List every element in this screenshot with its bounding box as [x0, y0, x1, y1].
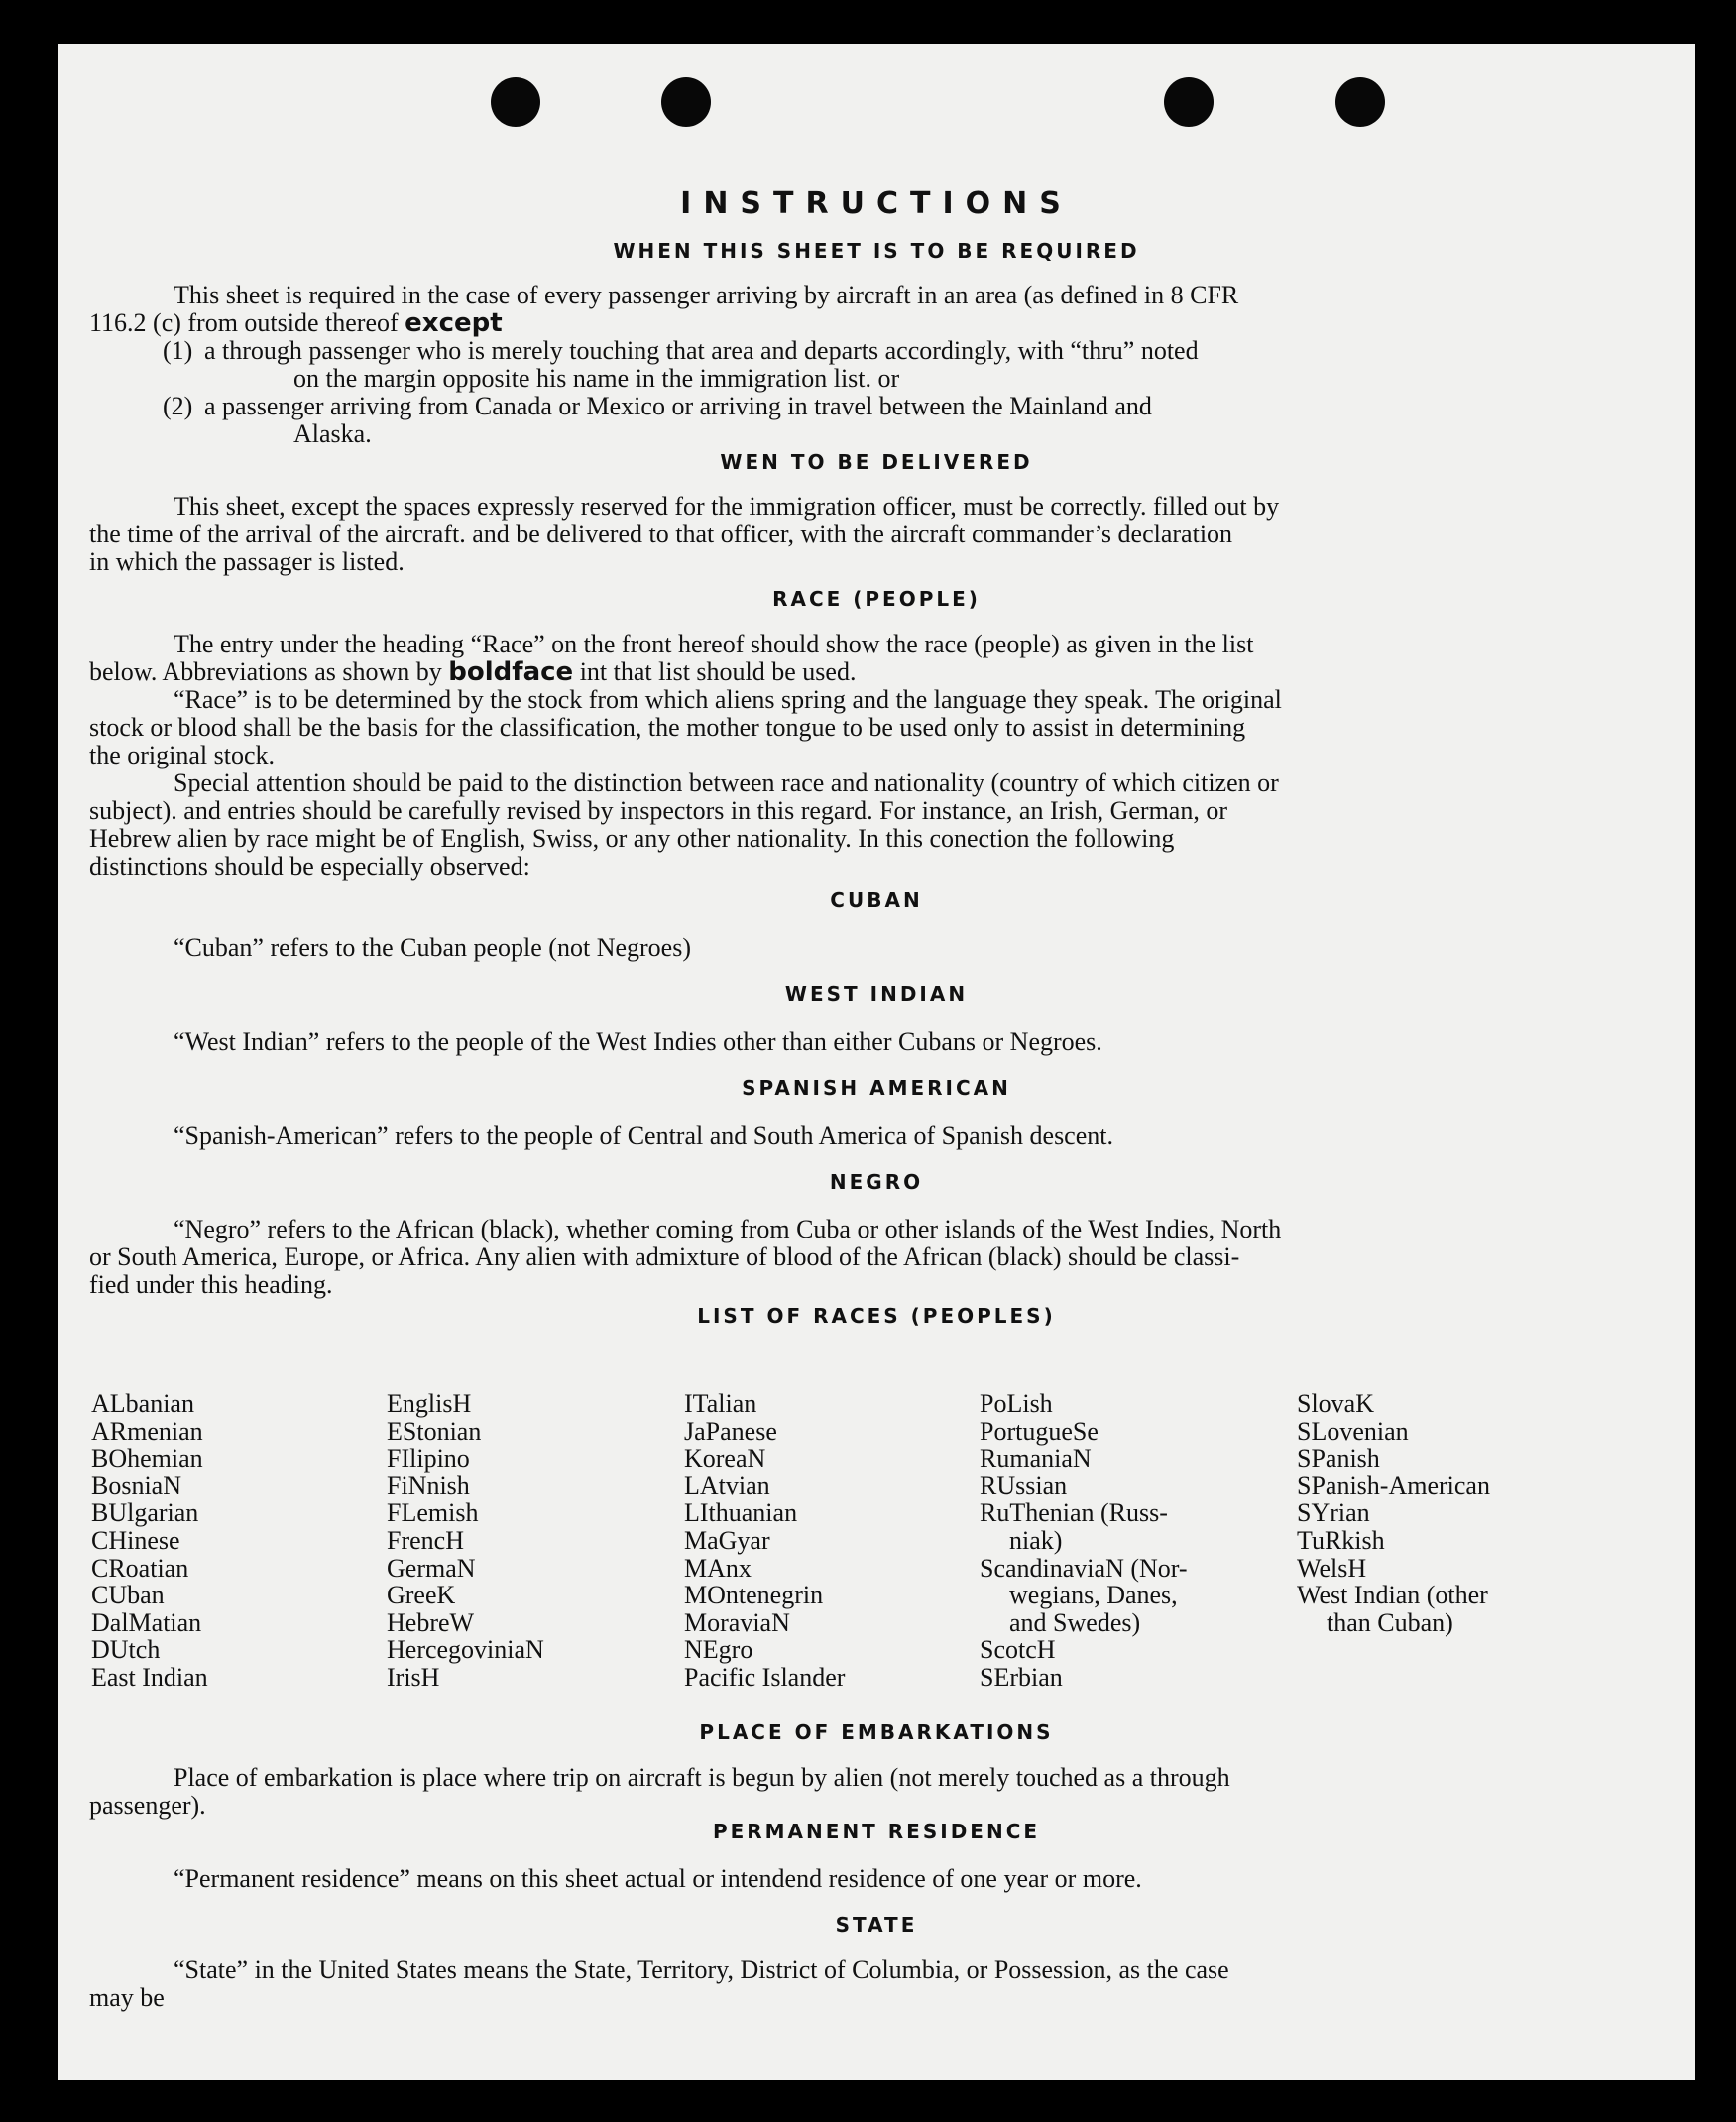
race-entry: SLovenian: [1297, 1416, 1409, 1446]
text-span: int that list should be used.: [573, 657, 857, 686]
section-heading-negro: NEGRO: [829, 1170, 924, 1194]
races-column-5: [1297, 1390, 1490, 1636]
section-heading-embarkation: PLACE OF EMBARKATIONS: [699, 1720, 1054, 1744]
races-column-3: [684, 1390, 845, 1692]
race-entry: EStonian: [387, 1416, 482, 1446]
text-line: stock or blood shall be the basis for the classification, the mother tongue to be used only to assist in determining: [89, 713, 1246, 742]
section-heading-spanish-american: SPANISH AMERICAN: [742, 1076, 1011, 1100]
race-entry: FrencH: [387, 1525, 464, 1555]
race-entry: MOntenegrin: [684, 1581, 824, 1610]
text-line: “Race” is to be determined by the stock from which aliens spring and the language they speak. The original: [174, 685, 1282, 714]
bold-keyword: except: [405, 308, 503, 338]
race-entry: ScotcH: [980, 1635, 1056, 1665]
residence-text: “Permanent residence” means on this sheet actual or intendend residence of one year or more.: [174, 1864, 1142, 1893]
race-entry: West Indian (other: [1297, 1581, 1488, 1610]
race-entry: ITalian: [684, 1389, 757, 1418]
race-paragraph-1: [89, 631, 1611, 686]
race-entry: TuRkish: [1297, 1525, 1385, 1555]
section-heading-state: STATE: [835, 1913, 918, 1937]
race-entry: NEgro: [684, 1635, 753, 1665]
text-line: subject). and entries should be carefully revised by inspectors in this regard. For instance, an Irish, German, or: [89, 796, 1227, 825]
race-entry: East Indian: [91, 1662, 208, 1692]
section-heading-residence: PERMANENT RESIDENCE: [712, 1820, 1041, 1843]
race-entry: FLemish: [387, 1498, 479, 1528]
punch-hole: [491, 77, 540, 127]
text-line: “State” in the United States means the State, Territory, District of Columbia, or Possession, as the case: [174, 1955, 1229, 1984]
section-heading-required: WHEN THIS SHEET IS TO BE REQUIRED: [613, 239, 1140, 263]
text-line: Hebrew alien by race might be of English, Swiss, or any other nationality. In this conection the following: [89, 824, 1175, 853]
state-paragraph: [89, 1956, 1611, 2012]
spanish-american-text: “Spanish-American” refers to the people of Central and South America of Spanish descent.: [174, 1121, 1113, 1150]
text-line: The entry under the heading “Race” on the front hereof should show the race (people) as given in the list: [174, 630, 1254, 658]
text-span: below. Abbreviations as shown by: [89, 657, 449, 686]
race-entry-continuation: than Cuban): [1327, 1607, 1453, 1637]
bold-keyword: boldface: [448, 657, 574, 687]
required-item-2: [163, 392, 1611, 420]
race-entry: SErbian: [980, 1662, 1063, 1692]
text-line: This sheet, except the spaces expressly reserved for the immigration officer, must be correctly. filled out by: [174, 492, 1280, 521]
race-entry: Pacific Islander: [684, 1662, 846, 1692]
west-indian-text: “West Indian” refers to the people of the West Indies other than either Cubans or Negroes.: [174, 1027, 1102, 1056]
punch-hole: [1164, 77, 1214, 127]
race-entry: SYrian: [1297, 1498, 1370, 1528]
race-entry: CRoatian: [91, 1553, 189, 1583]
text-line: Special attention should be paid to the distinction between race and nationality (country of which citizen or: [174, 768, 1279, 797]
text-line: distinctions should be especially observed:: [89, 852, 530, 881]
race-entry: FIlipino: [387, 1444, 470, 1474]
document-page: [58, 44, 1695, 2080]
race-paragraph-3: [89, 769, 1611, 881]
section-heading-west-indian: WEST INDIAN: [784, 982, 969, 1005]
race-entry: SPanish: [1297, 1444, 1380, 1474]
text-line: fied under this heading.: [89, 1270, 333, 1299]
race-entry: SlovaK: [1297, 1389, 1374, 1418]
item-number: (1): [163, 336, 193, 365]
item-number: (2): [163, 392, 193, 420]
text-line: a through passenger who is merely touching that area and departs accordingly, with “thru” noted: [204, 336, 1199, 365]
race-entry-continuation: niak): [1009, 1525, 1063, 1555]
race-entry: FiNnish: [387, 1471, 470, 1500]
punch-hole: [1335, 77, 1385, 127]
race-entry: MaGyar: [684, 1525, 770, 1555]
races-column-1: [91, 1390, 208, 1692]
race-entry: CUban: [91, 1581, 165, 1610]
race-entry: DalMatian: [91, 1607, 202, 1637]
text-line: a passenger arriving from Canada or Mexico or arriving in travel between the Mainland and: [204, 392, 1152, 420]
text-line: [89, 309, 1611, 337]
text-line: the original stock.: [89, 741, 276, 769]
race-entry: GreeK: [387, 1581, 456, 1610]
text-line: the time of the arrival of the aircraft. and be delivered to that officer, with the aircraft commander’s declaration: [89, 520, 1233, 548]
text-line: “Negro” refers to the African (black), whether coming from Cuba or other islands of the West Indies, North: [174, 1215, 1282, 1243]
page-title: INSTRUCTIONS: [680, 186, 1073, 221]
race-entry: DUtch: [91, 1635, 161, 1665]
text-line: or South America, Europe, or Africa. Any alien with admixture of blood of the African (black) should be classi-: [89, 1242, 1240, 1271]
race-entry: JaPanese: [684, 1416, 777, 1446]
races-column-2: [387, 1390, 544, 1692]
delivered-paragraph: [89, 493, 1611, 576]
section-heading-delivered: WEN TO BE DELIVERED: [720, 450, 1033, 474]
race-entry: MoraviaN: [684, 1607, 790, 1637]
negro-paragraph: [89, 1216, 1611, 1299]
race-entry: SPanish-American: [1297, 1471, 1490, 1500]
race-entry: PortugueSe: [980, 1416, 1099, 1446]
punch-hole: [661, 77, 711, 127]
race-entry: ARmenian: [91, 1416, 203, 1446]
required-intro: [89, 282, 1611, 337]
race-entry: KoreaN: [684, 1444, 766, 1474]
text-line: This sheet is required in the case of every passenger arriving by aircraft in an area (as defined in 8 CFR: [174, 281, 1239, 309]
race-entry-continuation: wegians, Danes,: [1009, 1581, 1178, 1610]
text-line: passenger).: [89, 1791, 206, 1820]
section-heading-races-list: LIST OF RACES (PEOPLES): [697, 1304, 1056, 1328]
races-column-4: [980, 1390, 1188, 1692]
section-heading-cuban: CUBAN: [830, 888, 923, 912]
race-entry: CHinese: [91, 1525, 180, 1555]
race-entry: ALbanian: [91, 1389, 194, 1418]
text-line: Alaska.: [293, 419, 372, 448]
race-paragraph-2: [89, 686, 1611, 769]
race-entry: HercegoviniaN: [387, 1635, 544, 1665]
race-entry: ScandinaviaN (Nor-: [980, 1553, 1188, 1583]
race-entry: BosniaN: [91, 1471, 181, 1500]
race-entry: WelsH: [1297, 1553, 1367, 1583]
text-span: 116.2 (c) from outside thereof: [89, 308, 405, 337]
race-entry: GermaN: [387, 1553, 476, 1583]
text-line: Place of embarkation is place where trip on aircraft is begun by alien (not merely touched as a through: [174, 1763, 1230, 1792]
race-entry: PoLish: [980, 1389, 1053, 1418]
race-entry: RuThenian (Russ-: [980, 1498, 1168, 1528]
text-line: on the margin opposite his name in the immigration list. or: [293, 364, 900, 393]
race-entry: EnglisH: [387, 1389, 472, 1418]
cuban-text: “Cuban” refers to the Cuban people (not Negroes): [174, 933, 691, 962]
race-entry: LIthuanian: [684, 1498, 798, 1528]
race-entry: RUssian: [980, 1471, 1068, 1500]
race-entry: HebreW: [387, 1607, 475, 1637]
text-line: in which the passager is listed.: [89, 547, 405, 576]
required-item-1: [163, 336, 1611, 365]
race-entry: RumaniaN: [980, 1444, 1092, 1474]
section-heading-race: RACE (PEOPLE): [772, 587, 981, 611]
text-line: may be: [89, 1983, 165, 2012]
embarkation-paragraph: [89, 1764, 1611, 1820]
text-line: [89, 658, 1611, 686]
race-entry: LAtvian: [684, 1471, 770, 1500]
race-entry: BOhemian: [91, 1444, 203, 1474]
race-entry-continuation: and Swedes): [1009, 1607, 1141, 1637]
race-entry: IrisH: [387, 1662, 440, 1692]
race-entry: MAnx: [684, 1553, 752, 1583]
race-entry: BUlgarian: [91, 1498, 199, 1528]
